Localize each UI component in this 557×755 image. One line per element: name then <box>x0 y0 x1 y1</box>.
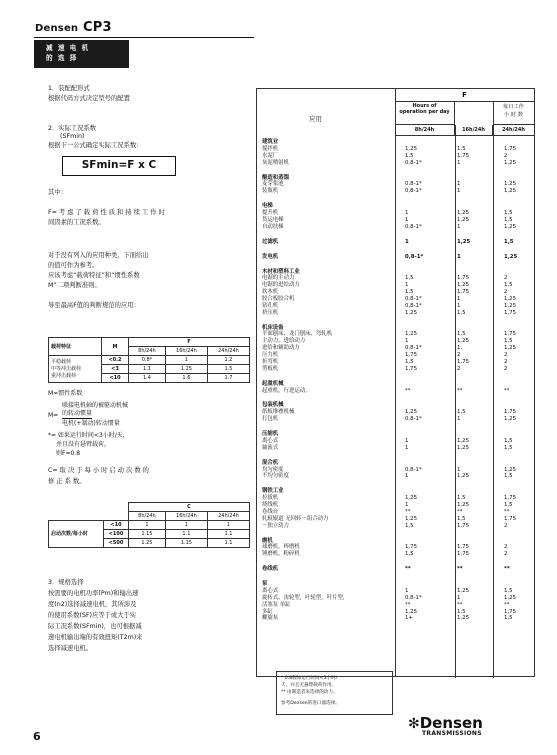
cell: 1 <box>207 521 249 530</box>
value-16h: 1,5 <box>457 495 466 502</box>
footnote-line: ** 由制造者来选择的动力。 <box>281 690 338 695</box>
value-24h: 2 <box>504 551 508 558</box>
value-16h: 1,75 <box>457 358 470 365</box>
value-24h: 1,25 <box>504 594 517 601</box>
value-8h: 1,75 <box>405 544 418 551</box>
value-8h: 0,8-1* <box>405 594 422 601</box>
col-header: 8h/24h <box>395 125 455 136</box>
cell: 1 <box>165 521 207 530</box>
section3-line: 选择减速电机。 <box>48 645 93 652</box>
value-16h: 1,25 <box>457 615 470 622</box>
value-8h: 0,8-1* <box>405 223 422 230</box>
cell: 1.15 <box>129 530 166 539</box>
footnote-line: * 0.8假如运行时间<3小时/ <box>281 676 338 681</box>
c-factor-table <box>48 502 250 548</box>
value-24h: 1,75 <box>504 309 517 316</box>
value-16h: 2 <box>457 365 461 372</box>
c-definition-1: C= 取 决 于 每 小 时 启 动 次 数 的 <box>48 467 149 474</box>
cell: 1.25 <box>165 365 207 374</box>
value-8h: 1,75 <box>405 352 418 358</box>
f-header: F <box>129 338 250 347</box>
cell: 1 <box>129 521 166 530</box>
value-8h: 0,8-1* <box>405 159 422 166</box>
footer-logo <box>408 714 483 737</box>
value-16h: 1,5 <box>457 515 466 522</box>
category-label: 机床设备 <box>262 324 284 331</box>
section3-line: 的使用系数(SF)应等于或大于实 <box>48 612 137 619</box>
value-8h: 1,25 <box>405 608 418 615</box>
value-24h: 1,25 <box>504 416 517 423</box>
hours-header: 24h/24h <box>207 347 249 356</box>
value-24h: 2 <box>504 352 508 358</box>
value-8h: 1,5 <box>405 551 414 558</box>
value-16h: 1,5 <box>457 331 466 338</box>
application-label: 纸板堆叠机械 <box>262 409 295 416</box>
application-label: 自动扶梯 <box>262 223 284 230</box>
starts-value: <100 <box>104 530 129 539</box>
c-header: C <box>129 503 250 512</box>
cell: 1.1 <box>129 365 166 374</box>
value-24h: 2 <box>504 544 508 551</box>
value-24h: 1,5 <box>504 216 513 223</box>
cell: 1.1 <box>207 530 249 539</box>
application-label: 平面刨床、龙门刨床、弯轧机 <box>262 331 333 338</box>
value-16h: 1 <box>457 223 461 230</box>
para-line: 导至最高F值的判断规范的应用： <box>48 302 140 309</box>
value-16h: ** <box>457 566 463 573</box>
value-16h: 1,5 <box>457 608 466 615</box>
value-16h: 1,25 <box>457 238 471 245</box>
c-definition-2: 修 正 系 数。 <box>48 478 86 485</box>
m-fraction-label: M= <box>48 412 59 419</box>
load-type: 中等冲击载荷 <box>51 365 82 372</box>
value-8h: 1,5 <box>405 522 414 529</box>
value-24h: 1,5 <box>504 502 513 509</box>
application-label: 压力机 <box>262 352 279 358</box>
section2-heading: 2．实际工况系数 <box>48 125 97 132</box>
value-8h: ** <box>405 566 411 573</box>
application-table <box>256 88 535 677</box>
value-16h: 1 <box>457 159 461 166</box>
value-16h: 1,25 <box>457 338 470 345</box>
value-16h: 1 <box>457 181 461 188</box>
cell: 1.1 <box>207 539 249 548</box>
application-label: 锤磨机，粉碎机 <box>262 551 300 558</box>
daily-header-line: 小 时 数 <box>503 112 524 118</box>
value-8h: 1 <box>405 502 409 509</box>
application-label: 轴流式 <box>262 444 279 451</box>
m-value: <10 <box>102 374 129 383</box>
application-label: 主动力，进给动力 <box>262 338 306 345</box>
hours-per-day-header <box>395 101 455 125</box>
para-line: 对于没有列入的应用种类，下面给出 <box>48 252 149 259</box>
application-label: 胶合板胶合机 <box>262 295 295 302</box>
section3-line: 速电机输出端的有效扭矩(T2m)来 <box>48 634 143 641</box>
value-16h: 1,25 <box>457 502 470 509</box>
value-24h: 1,5 <box>504 473 513 480</box>
application-header: 应用 <box>309 115 322 123</box>
value-8h: 1,5 <box>405 358 414 365</box>
value-24h: 1,75 <box>504 409 517 416</box>
value-8h: 0,8-1* <box>405 466 422 473</box>
value-8h: 1,75 <box>405 365 418 372</box>
category-label: 混合机 <box>262 459 279 466</box>
value-24h: ** <box>504 387 510 394</box>
gear-icon: ✻ <box>408 716 420 732</box>
value-24h: 1,75 <box>504 515 517 522</box>
value-8h: 1,5 <box>405 152 414 159</box>
value-16h: 1,75 <box>457 275 470 282</box>
category-label: 木材和塑料工业 <box>262 268 300 275</box>
value-8h: ** <box>405 508 411 515</box>
logo-subtitle: TRANSMISSIONS <box>422 730 482 737</box>
value-24h: 1,5 <box>504 615 513 622</box>
value-8h: 1,25 <box>405 409 418 416</box>
col-header: 24h/24h <box>493 125 534 136</box>
f-factor-table <box>48 337 250 383</box>
value-24h: 2 <box>504 275 508 282</box>
value-8h: 1,25 <box>405 495 418 502</box>
section1-text: 根据代码方式决定型号的配置 <box>48 95 130 102</box>
value-8h: 1 <box>405 588 409 595</box>
value-24h: 1,25 <box>504 345 517 352</box>
starts-value: <500 <box>104 539 129 548</box>
m-numerator: 的转动惯量 <box>62 410 93 417</box>
star-note: 则F=0.8 <box>56 450 81 457</box>
star-note: 并且没有悬臂载荷， <box>56 441 111 448</box>
category-label: 过滤机 <box>262 238 279 245</box>
application-label: 电锯的进给动力 <box>262 282 300 289</box>
value-16h: 1,75 <box>457 544 470 551</box>
value-8h: 1,25 <box>405 145 418 152</box>
hours-header-line: operation per day <box>399 109 450 115</box>
application-label: 提升机 <box>262 210 279 216</box>
hours-header: 16h/24h <box>165 347 207 356</box>
m-numerator: 联接电机轴的被驱动机械 <box>62 402 129 409</box>
application-label: 剪板机 <box>262 365 279 372</box>
table-row <box>49 356 250 365</box>
value-24h: 1,25 <box>504 253 518 260</box>
title-line1: 减 速 电 机 <box>46 44 90 52</box>
f-header: F <box>395 89 534 102</box>
footnote-box <box>276 671 393 715</box>
cell: 1.4 <box>129 374 166 383</box>
application-label: 软木机 <box>262 289 279 296</box>
application-label: 麦芽浆池 <box>262 181 284 188</box>
value-24h: 1,25 <box>504 223 517 230</box>
section2-sub: (SFmin) <box>60 133 85 140</box>
footnote-line: 参考Densen的进口器选择。 <box>281 701 340 706</box>
application-label: 螺旋泵 <box>262 615 279 622</box>
value-24h: 1,25 <box>504 466 517 473</box>
value-16h: 1 <box>457 466 461 473</box>
daily-header-line: 每日工作 <box>502 104 525 110</box>
application-label: 均匀密度 <box>262 466 284 473</box>
cell: 1.25 <box>129 539 166 548</box>
application-label: 轧辊辊道 无回转－组合动力 <box>262 515 329 522</box>
application-label: 搅拌机 <box>262 145 279 152</box>
star-note: *= 如果运行时间<3小时/天， <box>48 432 129 439</box>
category-label: 起重机械 <box>262 380 284 387</box>
hours-header: 8h/24h <box>129 512 166 521</box>
cell: 1.1 <box>165 530 207 539</box>
value-8h: 0,8-1* <box>405 302 422 309</box>
logo-text: Densen <box>419 714 483 732</box>
application-label: 水泥厂 <box>262 152 279 159</box>
para-line: 的值可作为参考。 <box>48 262 99 269</box>
application-label: 钻孔机 <box>262 302 279 309</box>
title-box <box>34 40 129 68</box>
value-16h: 1,25 <box>457 473 470 480</box>
value-8h: ** <box>405 601 411 608</box>
para-line: M”二项判断准则。 <box>48 282 101 289</box>
value-8h: 1 <box>405 282 409 289</box>
value-16h: ** <box>457 387 463 394</box>
value-24h: 1,75 <box>504 331 517 338</box>
application-label: 货运电梯 <box>262 216 284 223</box>
application-label: 旋转式，齿轮型，叶轮型，叶片型， <box>262 594 349 601</box>
value-8h: 0,8-1* <box>405 253 424 260</box>
application-label: 活塞泵 单缸 <box>262 601 291 608</box>
value-24h: 1,25 <box>504 159 517 166</box>
cell: 0,8* <box>129 356 166 365</box>
application-label: 装瓶机 <box>262 188 279 195</box>
application-label: 绕线机 <box>262 502 279 509</box>
value-8h: 1+ <box>405 615 413 622</box>
m-denominator: 电机(+制动)转动惯量 <box>62 420 120 427</box>
application-label: 多缸 <box>262 608 273 615</box>
value-8h: 1 <box>405 216 409 223</box>
value-16h: ** <box>457 508 463 515</box>
value-16h: 1 <box>457 416 461 423</box>
value-8h: 0,8-1* <box>405 188 422 195</box>
column-divider <box>455 125 456 678</box>
application-label: 折弯机 <box>262 358 279 365</box>
application-label: 进给和辅助动力 <box>262 345 300 352</box>
section3-line: 度(n2)选择减速电机，其所涉及 <box>48 601 137 608</box>
value-24h: 1,5 <box>504 588 513 595</box>
value-24h: 1,5 <box>504 338 513 345</box>
value-24h: ** <box>504 566 510 573</box>
value-8h: 1 <box>405 210 409 216</box>
value-16h: 2 <box>457 352 461 358</box>
value-16h: 1 <box>457 302 461 309</box>
category-label: 建筑业 <box>262 139 279 145</box>
category-label: 卷线机 <box>262 566 279 573</box>
section3-line: 按需要的电机功率(Pm)和输出速 <box>48 590 139 597</box>
value-8h: 0,8-1* <box>405 416 422 423</box>
value-16h: 1,25 <box>457 437 470 444</box>
m-value: <3 <box>102 365 129 374</box>
value-16h: 1,75 <box>457 522 470 529</box>
value-24h: 1,5 <box>504 444 513 451</box>
value-16h: 1,5 <box>457 309 466 316</box>
value-8h: 1 <box>405 238 409 245</box>
value-24h: 1,5 <box>504 210 513 216</box>
value-16h: 1,25 <box>457 210 470 216</box>
brand-name: Densen <box>35 23 79 34</box>
value-24h: 2 <box>504 365 508 372</box>
category-label: 泵 <box>262 581 268 588</box>
application-label: 起重机，行进运动。 <box>262 387 311 394</box>
value-16h: 1, <box>457 345 463 352</box>
section3-line: 际工况系数(SFmin)，也可根据减 <box>48 623 142 630</box>
value-16h: 1,25 <box>457 588 470 595</box>
value-16h: 1 <box>457 594 461 601</box>
starts-label: 启动次数/每小时 <box>49 521 104 548</box>
where-label: 其中： <box>48 189 67 196</box>
value-16h: 1,5 <box>457 409 466 416</box>
load-header: 载荷特征 <box>49 338 102 356</box>
application-label: 离心式 <box>262 588 279 595</box>
load-type: 重冲击载荷 <box>51 372 77 379</box>
value-8h: 1 <box>405 444 409 451</box>
header-rule <box>34 37 254 38</box>
value-24h: 1,75 <box>504 495 517 502</box>
application-label: 电锯的主动力 <box>262 275 295 282</box>
daily-hours-header <box>493 101 534 125</box>
application-label: 离心式 <box>262 437 279 444</box>
value-16h: 1,5 <box>457 145 466 152</box>
value-8h: 1,5 <box>405 275 414 282</box>
col-header: 16h/24h <box>455 125 493 136</box>
application-label: 不均匀密度 <box>262 473 289 480</box>
value-8h: 1 <box>405 338 409 345</box>
category-label: 钢铁工业 <box>262 488 284 495</box>
category-label: 磨机 <box>262 537 273 544</box>
value-24h: 1,5 <box>504 238 514 245</box>
section3-heading: 3．规格选择 <box>48 579 84 586</box>
table-row <box>49 521 250 530</box>
value-8h: 1,25 <box>405 515 418 522</box>
hours-header: 16h/24h <box>165 512 207 521</box>
value-24h: 1,25 <box>504 295 517 302</box>
value-24h: 2 <box>504 152 508 159</box>
value-8h: 1,25 <box>405 331 418 338</box>
value-8h: 1 <box>405 473 409 480</box>
m-value: <0.2 <box>102 356 129 365</box>
section2-text: 根据下一公式确定实际工况系数： <box>48 142 143 149</box>
value-24h: 1,25 <box>504 302 517 309</box>
value-24h: 2 <box>504 289 508 296</box>
value-16h: 1,25 <box>457 444 470 451</box>
value-16h: 1 <box>457 253 461 260</box>
load-type: 平稳载荷 <box>51 358 72 365</box>
application-label: －独立动力 <box>262 522 289 529</box>
value-24h: 1,75 <box>504 608 517 615</box>
starts-value: <10 <box>104 521 129 530</box>
value-8h: ** <box>405 387 411 394</box>
value-16h: 1,75 <box>457 289 470 296</box>
cell: 1.15 <box>165 539 207 548</box>
cell: 1.6 <box>165 374 207 383</box>
column-divider <box>493 101 494 678</box>
value-8h: 1,25 <box>405 309 418 316</box>
category-label: 压缩机 <box>262 431 279 438</box>
load-types <box>49 356 102 383</box>
value-24h: 1,5 <box>504 282 513 289</box>
value-8h: 1,5 <box>405 289 414 296</box>
para-line: 应该考虑“载荷特征”和“惯性系数 <box>48 272 140 279</box>
value-16h: 1,25 <box>457 216 470 223</box>
cell: 1.5 <box>207 365 249 374</box>
application-label: 打包机 <box>262 416 279 423</box>
value-16h: 1,25 <box>457 282 470 289</box>
value-24h: 1,25 <box>504 181 517 188</box>
value-16h: ** <box>457 601 463 608</box>
application-label: 拉拔机 <box>262 495 279 502</box>
hours-header-line: Hours of <box>412 103 437 109</box>
value-16h: 1 <box>457 295 461 302</box>
value-24h: 1,75 <box>504 145 517 152</box>
category-label: 酿造和蒸馏 <box>262 174 289 181</box>
category-label: 发电机 <box>262 253 279 260</box>
value-24h: ** <box>504 508 510 515</box>
application-label: 卷线台 <box>262 508 279 515</box>
value-24h: 1,25 <box>504 188 517 195</box>
cell: 1 <box>165 356 207 365</box>
value-8h: 0,8-1* <box>405 345 422 352</box>
application-label: 球磨机，棒磨机 <box>262 544 300 551</box>
title-line2: 的 选 择 <box>46 54 78 62</box>
value-24h: 2 <box>504 522 508 529</box>
section1-heading: 1．装配配形式 <box>48 85 90 92</box>
cell: 1.7 <box>207 374 249 383</box>
m-definition: M=惯性系数 <box>48 390 83 397</box>
page-number: 6 <box>33 730 41 743</box>
category-label: 电梯 <box>262 203 273 210</box>
value-24h: 1,5 <box>504 437 513 444</box>
value-24h: 2 <box>504 358 508 365</box>
category-label: 包装机械 <box>262 402 284 409</box>
hours-header: 24h/24h <box>207 512 249 521</box>
cell: 1.2 <box>207 356 249 365</box>
blank-cell <box>49 503 129 521</box>
footnote-line: 天，并且无悬臂载荷作用。 <box>281 683 337 688</box>
value-24h: ** <box>504 601 510 608</box>
application-label: 灰泥喷射机 <box>262 159 289 166</box>
value-8h: 0,8-1* <box>405 295 422 302</box>
value-16h: 1 <box>457 188 461 195</box>
value-8h: 0,8-1* <box>405 181 422 188</box>
brand-header <box>35 20 112 35</box>
application-label: 挤压机 <box>262 309 279 316</box>
f-definition-1: F= 考 虑 了 载 荷 性 质 和 持 续 工 作 时 <box>48 209 165 216</box>
model-name: CP3 <box>83 20 112 35</box>
f-definition-2: 间因素的工况系数。 <box>48 219 105 226</box>
value-8h: 1 <box>405 437 409 444</box>
formula-box: SFmin=F x C <box>62 156 176 176</box>
m-header: M <box>102 338 129 356</box>
value-16h: 1,75 <box>457 152 470 159</box>
value-16h: 1,75 <box>457 551 470 558</box>
hours-header: 8h/24h <box>129 347 166 356</box>
